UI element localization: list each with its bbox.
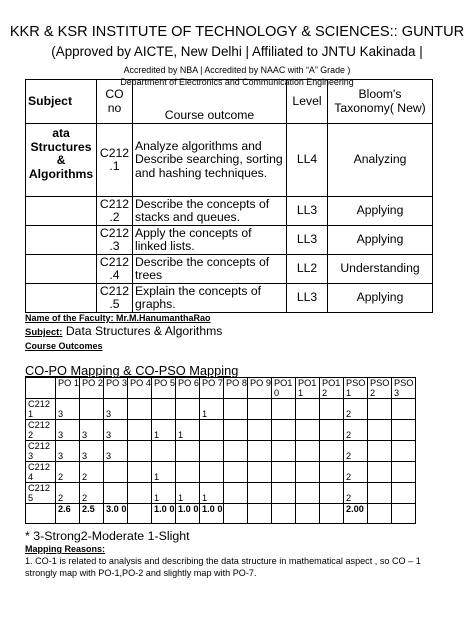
mapping-cell bbox=[128, 462, 152, 483]
mapping-cell bbox=[320, 399, 344, 420]
mapping-cell bbox=[128, 504, 152, 524]
co-number: C212 .4 bbox=[97, 255, 133, 284]
co-row bbox=[26, 124, 433, 197]
mapping-cell: 3 bbox=[80, 441, 104, 462]
mapping-cell bbox=[152, 399, 176, 420]
mapping-cell: 3 bbox=[104, 441, 128, 462]
mapping-cell bbox=[176, 462, 200, 483]
mapping-cell bbox=[296, 462, 320, 483]
subject-cell-blank bbox=[26, 255, 97, 284]
mapping-cell bbox=[224, 441, 248, 462]
mapping-cell: PO 6 bbox=[176, 378, 200, 399]
mapping-cell bbox=[224, 462, 248, 483]
mapping-cell: PO 2 bbox=[80, 378, 104, 399]
level-value: LL3 bbox=[287, 226, 328, 255]
mapping-cell: 3 bbox=[104, 399, 128, 420]
course-outcome-text: Analyze algorithms and Describe searching, sorting and hashing techniques. bbox=[133, 124, 287, 197]
co-row bbox=[26, 226, 433, 255]
subject-line bbox=[25, 324, 222, 338]
subject-cell-blank bbox=[26, 226, 97, 255]
mapping-cell bbox=[368, 441, 392, 462]
mapping-cell: PO 9 bbox=[248, 378, 272, 399]
mapping-cell bbox=[224, 483, 248, 504]
mapping-cell: PSO 2 bbox=[368, 378, 392, 399]
mapping-row-label bbox=[26, 378, 56, 399]
mapping-cell: 2 bbox=[80, 483, 104, 504]
mapping-cell bbox=[392, 462, 416, 483]
mapping-cell bbox=[296, 504, 320, 524]
co-po-mapping-table bbox=[25, 377, 416, 524]
level-value: LL2 bbox=[287, 255, 328, 284]
mapping-cell bbox=[248, 462, 272, 483]
mapping-cell bbox=[392, 399, 416, 420]
mapping-header-row bbox=[26, 378, 416, 399]
mapping-cell bbox=[176, 399, 200, 420]
mapping-cell: 3 bbox=[56, 399, 80, 420]
level-value: LL3 bbox=[287, 284, 328, 313]
mapping-cell bbox=[248, 420, 272, 441]
mapping-cell bbox=[176, 441, 200, 462]
mapping-cell bbox=[392, 420, 416, 441]
mapping-cell bbox=[272, 504, 296, 524]
subject-cell-blank bbox=[26, 284, 97, 313]
mapping-cell: 1 bbox=[152, 420, 176, 441]
course-outcomes-label: Course Outcomes bbox=[25, 341, 103, 351]
mapping-row-label: C212 1 bbox=[26, 399, 56, 420]
mapping-row-label: C212 3 bbox=[26, 441, 56, 462]
subject-value: Data Structures & Algorithms bbox=[65, 324, 223, 338]
department-line: Department of Electronics and Communication Engineering bbox=[120, 77, 354, 87]
co-number: C212 .1 bbox=[97, 124, 133, 197]
mapping-cell bbox=[128, 399, 152, 420]
mapping-cell: 1 bbox=[152, 483, 176, 504]
mapping-row bbox=[26, 441, 416, 462]
course-outcome-header: Course outcome bbox=[133, 80, 287, 124]
mapping-cell bbox=[248, 504, 272, 524]
mapping-cell: PO1 2 bbox=[320, 378, 344, 399]
mapping-cell: 1 bbox=[176, 420, 200, 441]
institute-name: KKR & KSR INSTITUTE OF TECHNOLOGY & SCIENCES:: GUNTUR bbox=[9, 24, 465, 40]
mapping-cell: 2.5 bbox=[80, 504, 104, 524]
mapping-title: CO-PO Mapping & CO-PSO Mapping bbox=[25, 363, 239, 378]
mapping-cell bbox=[368, 462, 392, 483]
level-value: LL4 bbox=[287, 124, 328, 197]
co-number: C212 .5 bbox=[97, 284, 133, 313]
approval-line: (Approved by AICTE, New Delhi | Affiliated to JNTU Kakinada | bbox=[51, 44, 423, 59]
co-row bbox=[26, 255, 433, 284]
accreditation-line: Accredited by NBA | Accredited by NAAC with “A” Grade ) bbox=[123, 65, 351, 75]
mapping-cell bbox=[368, 504, 392, 524]
co-no-header: CO no bbox=[97, 80, 133, 124]
mapping-cell: 1 bbox=[176, 483, 200, 504]
mapping-cell bbox=[320, 441, 344, 462]
mapping-cell bbox=[272, 399, 296, 420]
mapping-cell: 1.0 0 bbox=[176, 504, 200, 524]
mapping-row bbox=[26, 462, 416, 483]
level-value: LL3 bbox=[287, 197, 328, 226]
mapping-cell: 2.00 bbox=[344, 504, 368, 524]
mapping-cell bbox=[152, 441, 176, 462]
mapping-cell: 2 bbox=[344, 441, 368, 462]
mapping-average-row bbox=[26, 504, 416, 524]
mapping-cell: 1.0 0 bbox=[152, 504, 176, 524]
mapping-cell: PO 3 bbox=[104, 378, 128, 399]
mapping-cell: 2 bbox=[344, 483, 368, 504]
co-table-header-row bbox=[26, 80, 433, 124]
mapping-cell bbox=[200, 441, 224, 462]
mapping-cell bbox=[392, 441, 416, 462]
mapping-row bbox=[26, 420, 416, 441]
blooms-header: Bloom's Taxonomy( New) bbox=[328, 80, 433, 124]
co-row bbox=[26, 197, 433, 226]
mapping-cell bbox=[296, 420, 320, 441]
co-row bbox=[26, 284, 433, 313]
mapping-cell: PO1 1 bbox=[296, 378, 320, 399]
mapping-cell bbox=[200, 420, 224, 441]
taxonomy-value: Applying bbox=[328, 197, 433, 226]
mapping-row-label: C212 5 bbox=[26, 483, 56, 504]
mapping-cell bbox=[104, 462, 128, 483]
mapping-cell bbox=[248, 441, 272, 462]
mapping-cell: 2 bbox=[56, 462, 80, 483]
mapping-cell: 3.0 0 bbox=[104, 504, 128, 524]
mapping-row bbox=[26, 399, 416, 420]
mapping-cell bbox=[224, 399, 248, 420]
mapping-cell: 3 bbox=[56, 420, 80, 441]
faculty-name: Name of the Faculty: Mr.M.HanumanthaRao bbox=[25, 313, 211, 323]
mapping-cell: PO 7 bbox=[200, 378, 224, 399]
taxonomy-value: Applying bbox=[328, 226, 433, 255]
mapping-cell: 1.0 0 bbox=[200, 504, 224, 524]
mapping-cell: PSO 3 bbox=[392, 378, 416, 399]
mapping-cell bbox=[272, 483, 296, 504]
mapping-cell bbox=[224, 420, 248, 441]
mapping-row-label: C212 4 bbox=[26, 462, 56, 483]
mapping-legend: * 3-Strong2-Moderate 1-Slight bbox=[25, 529, 190, 543]
co-number: C212 .2 bbox=[97, 197, 133, 226]
mapping-cell: 1 bbox=[200, 483, 224, 504]
mapping-cell bbox=[368, 483, 392, 504]
mapping-cell bbox=[272, 441, 296, 462]
subject-cell: ata Structures & Algorithms bbox=[26, 124, 97, 197]
mapping-cell: 3 bbox=[104, 420, 128, 441]
mapping-cell: PO 1 bbox=[56, 378, 80, 399]
mapping-cell: 3 bbox=[80, 420, 104, 441]
mapping-cell bbox=[368, 420, 392, 441]
mapping-row bbox=[26, 483, 416, 504]
taxonomy-value: Understanding bbox=[328, 255, 433, 284]
mapping-cell: 3 bbox=[56, 441, 80, 462]
mapping-row-label: C212 2 bbox=[26, 420, 56, 441]
mapping-cell bbox=[248, 483, 272, 504]
mapping-cell: PO 4 bbox=[128, 378, 152, 399]
mapping-cell bbox=[320, 462, 344, 483]
mapping-reason-text: 1. CO-1 is related to analysis and describing the data structure in mathematical aspect , so CO – 1 strongly map with PO-1,PO-2 and slightly map with PO-7. bbox=[25, 556, 421, 578]
course-outcome-text: Describe the concepts of stacks and queues. bbox=[133, 197, 287, 226]
mapping-cell bbox=[392, 504, 416, 524]
taxonomy-value: Analyzing bbox=[328, 124, 433, 197]
mapping-cell bbox=[392, 483, 416, 504]
co-number: C212 .3 bbox=[97, 226, 133, 255]
mapping-cell: PO 8 bbox=[224, 378, 248, 399]
mapping-cell bbox=[320, 483, 344, 504]
mapping-cell bbox=[104, 483, 128, 504]
mapping-cell bbox=[296, 483, 320, 504]
mapping-cell: PSO 1 bbox=[344, 378, 368, 399]
mapping-reasons-title: Mapping Reasons: bbox=[25, 544, 106, 554]
mapping-cell: 2 bbox=[344, 420, 368, 441]
course-outcome-text: Describe the concepts of trees bbox=[133, 255, 287, 284]
mapping-cell bbox=[128, 483, 152, 504]
mapping-cell bbox=[200, 462, 224, 483]
mapping-cell bbox=[128, 420, 152, 441]
subject-label: Subject: bbox=[25, 327, 63, 338]
taxonomy-value: Applying bbox=[328, 284, 433, 313]
mapping-cell bbox=[272, 462, 296, 483]
mapping-cell: 1 bbox=[152, 462, 176, 483]
mapping-cell bbox=[80, 399, 104, 420]
mapping-cell bbox=[224, 504, 248, 524]
mapping-cell: PO 5 bbox=[152, 378, 176, 399]
mapping-cell: 1 bbox=[200, 399, 224, 420]
mapping-cell: 2 bbox=[80, 462, 104, 483]
mapping-cell bbox=[248, 399, 272, 420]
mapping-cell: 2 bbox=[344, 399, 368, 420]
course-outcome-text: Apply the concepts of linked lists. bbox=[133, 226, 287, 255]
mapping-cell bbox=[272, 420, 296, 441]
mapping-cell: PO1 0 bbox=[272, 378, 296, 399]
mapping-cell: 2.6 bbox=[56, 504, 80, 524]
course-outcome-text: Explain the concepts of graphs. bbox=[133, 284, 287, 313]
mapping-cell: 2 bbox=[344, 462, 368, 483]
mapping-row-label bbox=[26, 504, 56, 524]
mapping-cell bbox=[320, 504, 344, 524]
mapping-cell bbox=[320, 420, 344, 441]
subject-cell-blank bbox=[26, 197, 97, 226]
mapping-cell bbox=[128, 441, 152, 462]
level-header: Level bbox=[287, 80, 328, 124]
mapping-cell bbox=[296, 441, 320, 462]
mapping-cell bbox=[296, 399, 320, 420]
subject-header: Subject bbox=[26, 80, 97, 124]
mapping-cell: 2 bbox=[56, 483, 80, 504]
mapping-cell bbox=[368, 399, 392, 420]
course-outcome-table bbox=[25, 79, 433, 313]
